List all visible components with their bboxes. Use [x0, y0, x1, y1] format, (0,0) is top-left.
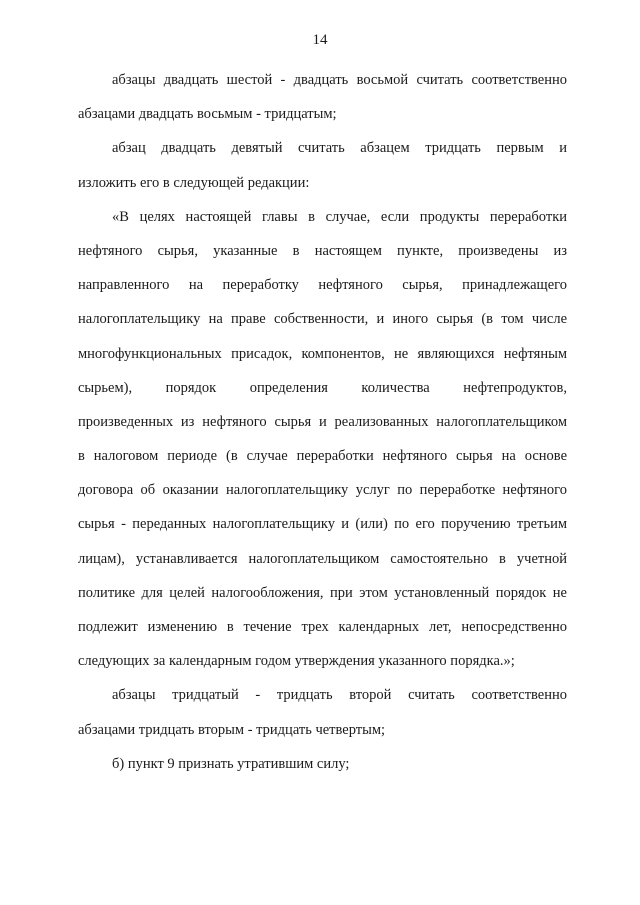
document-body — [78, 63, 567, 781]
text-line: абзацами тридцать вторым - тридцать четвертым; — [78, 721, 386, 738]
text-line: «В целях настоящей главы в случае, если продукты переработки — [112, 208, 567, 225]
text-line: абзацами двадцать восьмым - тридцатым; — [78, 106, 337, 123]
text-line: налогоплательщику на праве собственности, и иного сырья (в том числе — [78, 311, 567, 328]
text-line: абзац двадцать девятый считать абзацем тридцать первым и — [112, 140, 567, 157]
text-line: абзацы тридцатый - тридцать второй считать соответственно — [112, 687, 567, 704]
text-line: многофункциональных присадок, компонентов, не являющихся нефтяным — [78, 345, 567, 362]
page-number: 14 — [312, 32, 328, 48]
text-line: б) пункт 9 признать утратившим силу; — [112, 755, 350, 772]
text-line: подлежит изменению в течение трех календарных лет, непосредственно — [78, 619, 567, 635]
text-line: следующих за календарным годом утверждения указанного порядка.»; — [78, 653, 515, 670]
text-line: абзацы двадцать шестой - двадцать восьмой считать соответственно — [112, 72, 567, 88]
text-line: политике для целей налогообложения, при этом установленный порядок не — [78, 584, 567, 601]
text-line: договора об оказании налогоплательщику услуг по переработке нефтяного — [78, 482, 567, 499]
text-line: в налоговом периоде (в случае переработки нефтяного сырья на основе — [78, 448, 567, 465]
text-line: лицам), устанавливается налогоплательщиком самостоятельно в учетной — [78, 550, 567, 567]
text-line: произведенных из нефтяного сырья и реализованных налогоплательщиком — [78, 413, 567, 430]
text-line: направленного на переработку нефтяного сырья, принадлежащего — [78, 277, 567, 294]
text-line: сырья - переданных налогоплательщику и (или) по его поручению третьим — [78, 516, 567, 533]
text-line: сырьем), порядок определения количества нефтепродуктов, — [78, 379, 567, 396]
text-line: изложить его в следующей редакции: — [78, 174, 310, 191]
text-line: нефтяного сырья, указанные в настоящем пункте, произведены из — [78, 242, 567, 259]
